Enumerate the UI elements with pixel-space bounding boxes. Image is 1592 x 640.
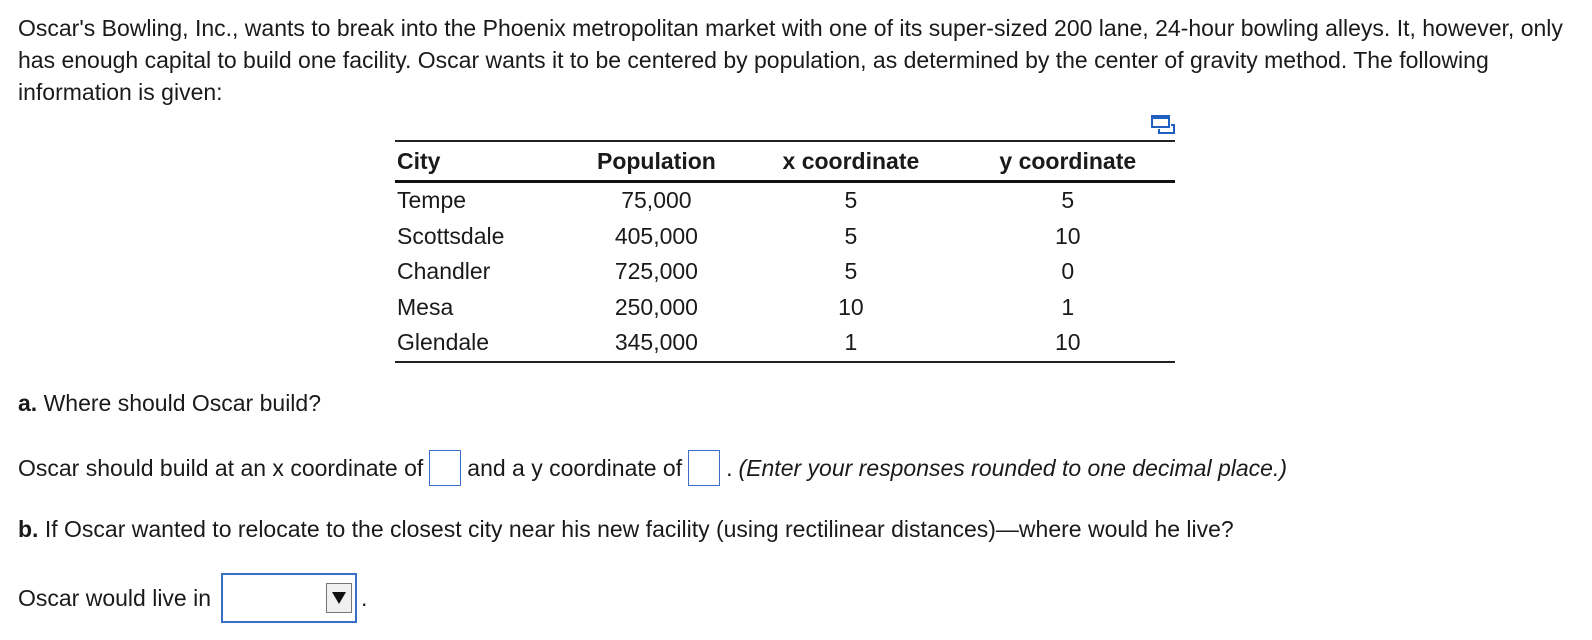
cell-population: 725,000: [614, 258, 698, 285]
cell-y: 10: [961, 325, 1175, 362]
x-coordinate-input[interactable]: [429, 450, 461, 486]
cell-y: 5: [1061, 187, 1075, 214]
city-select[interactable]: [221, 573, 357, 623]
cell-city: Glendale: [395, 325, 572, 362]
cell-x: 5: [844, 258, 858, 285]
cell-city: Tempe: [397, 187, 467, 214]
cell-x: 1: [741, 325, 960, 362]
cell-city: Scottsdale: [397, 222, 505, 249]
header-x-coordinate: x coordinate: [741, 141, 960, 182]
cell-y: 1: [1061, 293, 1075, 320]
answer-a-text-3: .: [726, 454, 733, 481]
cell-city: Mesa: [397, 293, 454, 320]
table-row: [395, 182, 1175, 219]
triangle-down-icon[interactable]: [326, 583, 352, 613]
table-row: [395, 290, 1175, 326]
question-a-label: a.: [18, 390, 38, 416]
cell-population: 250,000: [614, 293, 698, 320]
answer-b-text: Oscar would live in: [18, 584, 212, 611]
answer-a-text-2: and a y coordinate of: [467, 454, 683, 481]
answer-a-text-1: Oscar should build at an x coordinate of: [18, 454, 424, 481]
cell-population: 405,000: [614, 222, 698, 249]
rounding-hint: (Enter your responses rounded to one decimal place.): [738, 454, 1287, 481]
header-population: Population: [572, 141, 742, 182]
table-header-row: [395, 141, 1175, 182]
copy-icon[interactable]: [1150, 113, 1176, 139]
answer-b-row: [18, 572, 367, 624]
cell-city: Chandler: [397, 258, 491, 285]
table-row: [395, 325, 1175, 362]
question-b-label: b.: [18, 516, 39, 542]
question-a: [18, 388, 321, 418]
cell-y: 10: [1054, 222, 1081, 249]
problem-intro: Oscar's Bowling, Inc., wants to break into the Phoenix metropolitan market with one of its super-sized 200 lane, 24-hour bowling alleys. It, however, only has enough capital to build one facility. Oscar wants it to be centered by population, as determined by the center of gravity method. The following information is given:: [18, 15, 1563, 105]
cell-population: 75,000: [621, 187, 692, 214]
y-coordinate-input[interactable]: [688, 450, 720, 486]
answer-b-period: .: [361, 584, 368, 611]
header-city: City: [395, 141, 572, 182]
table-row: [395, 254, 1175, 290]
cell-x: 5: [844, 222, 858, 249]
cell-x: 10: [838, 293, 864, 320]
question-a-text: Where should Oscar build?: [43, 390, 321, 416]
population-table: [395, 140, 1175, 363]
cell-y: 0: [1061, 258, 1075, 285]
table-row: [395, 219, 1175, 255]
question-b: [18, 514, 1234, 544]
header-y-coordinate: y coordinate: [961, 141, 1175, 182]
cell-x: 5: [844, 187, 858, 214]
cell-population: 345,000: [572, 325, 742, 362]
answer-a-row: [18, 448, 1287, 488]
question-b-text: If Oscar wanted to relocate to the closest city near his new facility (using rectilinear distances)—where would he live?: [44, 516, 1234, 542]
